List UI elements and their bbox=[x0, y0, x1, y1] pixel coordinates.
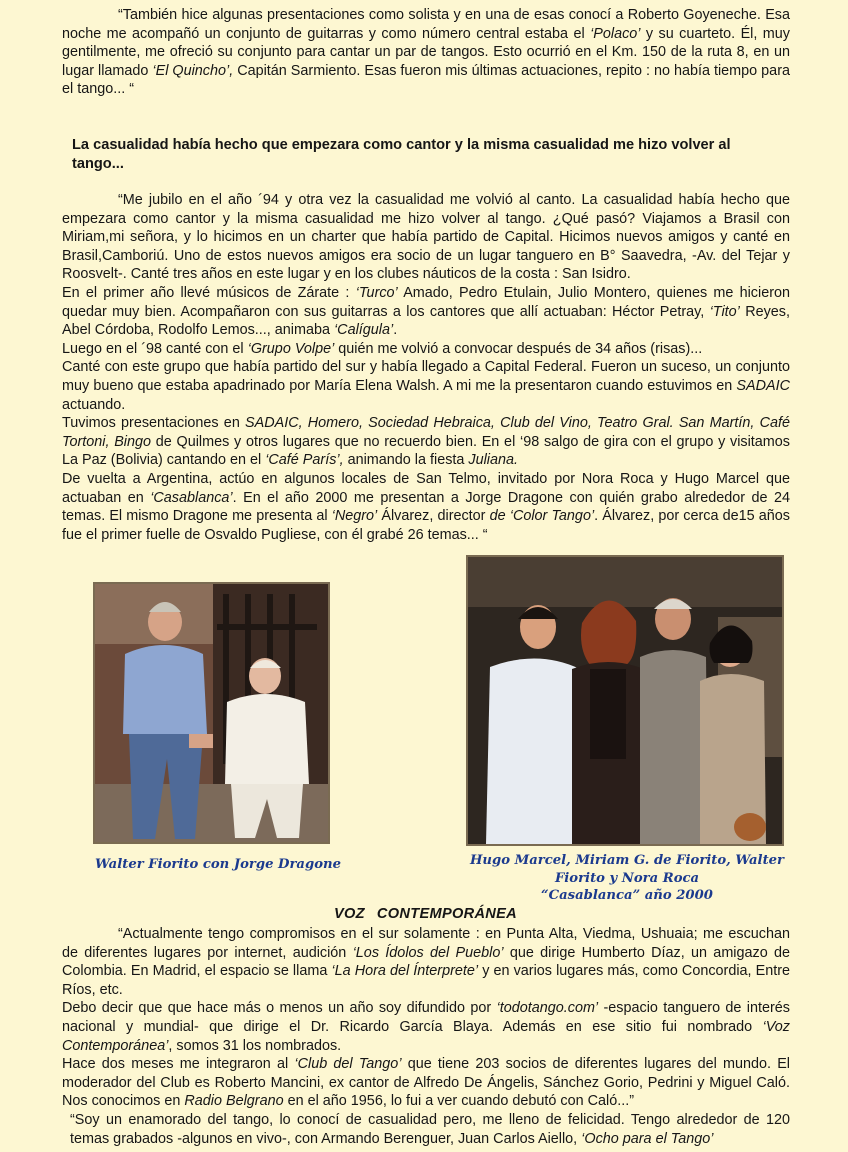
italic-phrase: ‘Café París’, bbox=[265, 452, 344, 469]
italic-phrase: ‘Polaco’ bbox=[590, 25, 641, 42]
italic-phrase: ‘Ocho para el Tango’ bbox=[581, 1130, 714, 1147]
middle-paragraph: En el primer año llevé músicos de Zárate : ‘Turco’ Amado, Pedro Etulain, Julio Montero, quienes me hicieron quedar muy bien. Acompañaron con sus guitarras a los cantores que allí actuaban: Héctor Petray, ‘Tito’ Reyes, Abel Córdoba, Rodolfo Lemos..., animaba ‘Calígula’. bbox=[62, 284, 790, 339]
subheading: La casualidad había hecho que empezara como cantor y la misma casualidad me hizo volver al tango... bbox=[72, 137, 731, 172]
caption-line: Hugo Marcel, Miriam G. de Fiorito, Walter bbox=[469, 853, 785, 868]
italic-phrase: ‘El Quincho’, bbox=[152, 62, 234, 79]
bottom-paragraph: “Actualmente tengo compromisos en el sur solamente : en Punta Alta, Viedma, Ushuaia; me escuchan de diferentes lugares por internet, audición ‘Los Ídolos del Pueblo’ que dirige Humberto Díaz, un amigazo de Colombia. En Madrid, el espacio se llama ‘La Hora del Ínterprete’ y en varios lugares más, como Concordia, Entre Ríos, etc. bbox=[62, 926, 791, 998]
italic-phrase: ‘Los Ídolos del Pueblo’ bbox=[352, 944, 504, 961]
photo-left-caption: Walter Fiorito con Jorge Dragone bbox=[95, 857, 341, 872]
italic-phrase: ‘Turco’ bbox=[355, 284, 398, 301]
section-title bbox=[334, 906, 517, 922]
photo-right-caption bbox=[460, 852, 794, 905]
top-quote bbox=[62, 6, 790, 99]
middle-paragraph: Luego en el ´98 canté con el ‘Grupo Volpe’ quién me volvió a convocar después de 34 años (risas)... bbox=[62, 340, 703, 357]
italic-phrase: ‘La Hora del Ínterprete’ bbox=[331, 963, 479, 980]
middle-article bbox=[62, 191, 790, 544]
italic-phrase: de ‘Color Tango’ bbox=[489, 508, 595, 525]
bottom-paragraph: Hace dos meses me integraron al ‘Club del Tango’ que tiene 203 socios de diferentes lugares del mundo. El moderador del Club es Roberto Mancini, ex cantor de Alfredo De Ángelis, Sánchez Gorio, Pedrini y Miguel Caló. Nos conocimos en Radio Belgrano en el año 1956, lo fui a ver cuando debutó con Caló...” bbox=[62, 1056, 790, 1110]
italic-phrase: ‘todotango.com’ bbox=[496, 1000, 599, 1017]
italic-phrase: Radio Belgrano bbox=[184, 1093, 284, 1110]
section-title-word: VOZ bbox=[334, 906, 365, 922]
closing-quote: “Soy un enamorado del tango, lo conocí de casualidad pero, me lleno de felicidad. Tengo alrededor de 120 temas grabados -algunos en vivo-, con Armando Berenguer, Juan Carlos Aiello, ‘Ocho para el Tango’ bbox=[70, 1111, 790, 1147]
italic-phrase: ‘Calígula’ bbox=[333, 322, 394, 339]
middle-paragraph: De vuelta a Argentina, actúo en algunos locales de San Telmo, invitado por Nora Roca y Hugo Marcel que actuaban en ‘Casablanca’. En el año 2000 me presentan a Jorge Dragone con quién grabo alrededor de 24 temas. El mismo Dragone me presenta al ‘Negro’ Álvarez, director de ‘Color Tango’. Álvarez, por cerca de15 años fue el primer fuelle de Osvaldo Pugliese, con él grabé 26 temas... “ bbox=[62, 470, 791, 543]
italic-phrase: ‘Voz Contemporánea’ bbox=[62, 1018, 790, 1054]
italic-phrase: ‘Negro’ bbox=[331, 508, 378, 525]
photo-fiorito-dragone bbox=[93, 582, 330, 844]
caption-line: Fiorito y Nora Roca bbox=[554, 870, 700, 886]
italic-phrase: Juliana. bbox=[468, 452, 518, 469]
middle-paragraph: Canté con este grupo que había partido del sur y había llegado a Capital Federal. Fueron un suceso, un conjunto muy bueno que estaba apadrinado por María Elena Walsh. A mi me la presentaron cuando estuvimos en SADAIC actuando. bbox=[62, 359, 790, 413]
italic-phrase: SADAIC bbox=[736, 377, 790, 394]
italic-phrase: ‘Casablanca’ bbox=[150, 489, 233, 506]
section-title-word: CONTEMPORÁNEA bbox=[376, 906, 518, 922]
top-quote-text: “También hice algunas presentaciones como solista y en una de esas conocí a Roberto Goyeneche. Esa noche me acompañó un conjunto de guitarras y como número central estaba el ‘Polaco’ y su cuarteto. Él, muy gentilmente, me ofreció su conjunto para cantar un par de tangos. Esto ocurrió en el Km. 150 de la ruta 8, en un lugar llamado ‘El Quincho’, Capitán Sarmiento. Esas fueron mis últimas actuaciones, repito : no había tiempo para el tango... “ bbox=[62, 7, 790, 98]
italic-phrase: ‘Grupo Volpe’ bbox=[247, 340, 335, 357]
caption-line: “Casablanca” año 2000 bbox=[541, 888, 713, 903]
photo-casablanca-2000 bbox=[466, 555, 784, 846]
middle-paragraph: “Me jubilo en el año ´94 y otra vez la casualidad me volvió al canto. La casualidad había hecho que empezara como cantor y la misma casualidad me hizo volver al tango. ¿Qué pasó? Viajamos a Brasil con Miriam,mi señora, y lo hicimos en un charter que había partido de Capital. Hicimos nuevos amigos y canté en Brasil,Camboriú. Uno de estos nuevos amigos era socio de un lugar tanguero en B° Saavedra, -Av. del Tejar y Roosvelt-. Canté tres años en este lugar y en los clubes náuticos de la costa : San Isidro. bbox=[62, 192, 790, 283]
italic-phrase: SADAIC, Homero, Sociedad Hebraica, Club del Vino, Teatro Gral. San Martín, Café Tortoni, Bingo bbox=[62, 415, 790, 450]
bottom-paragraph: Debo decir que que hace más o menos un año soy difundido por ‘todotango.com’ -espacio tanguero de interés nacional y mundial- que dirige el Dr. Ricardo García Blaya. Además en ese sitio fui nombrado ‘Voz Contemporánea’, somos 31 los nombrados. bbox=[62, 1000, 790, 1054]
bottom-article bbox=[62, 925, 790, 1148]
middle-paragraph: Tuvimos presentaciones en SADAIC, Homero, Sociedad Hebraica, Club del Vino, Teatro Gral. San Martín, Café Tortoni, Bingo de Quilmes y otros lugares que no recuerdo bien. En el ‘98 salgo de gira con el grupo y visitamos La Paz (Bolivia) cantando en el ‘Café París’, animando la fiesta Juliana. bbox=[62, 415, 790, 469]
italic-phrase: ‘Club del Tango’ bbox=[294, 1056, 402, 1073]
italic-phrase: ‘Tito’ bbox=[709, 303, 740, 320]
